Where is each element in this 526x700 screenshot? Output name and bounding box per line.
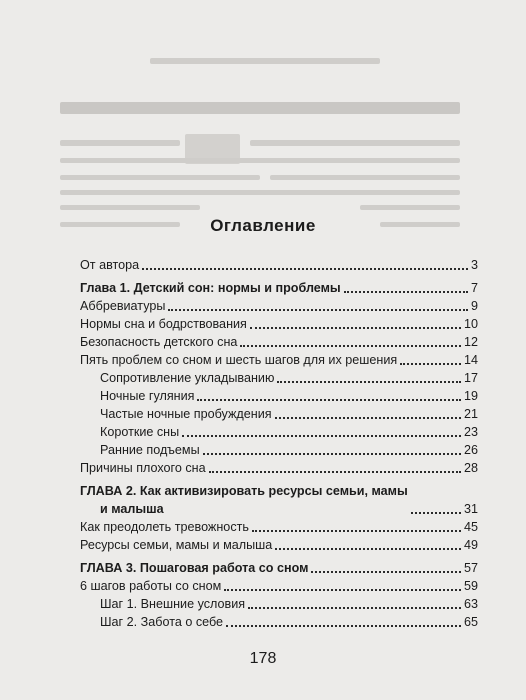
toc-page-number: 49 — [463, 538, 478, 552]
toc-entry-label-line: Пять проблем со сном и шесть шагов для их решения — [80, 353, 398, 367]
dot-leader — [248, 607, 461, 609]
dot-leader — [275, 417, 461, 419]
toc-page-number: 26 — [463, 443, 478, 457]
toc-entry-label — [80, 333, 237, 351]
toc-entry-label-line: Аббревиатуры — [80, 299, 166, 313]
toc-entry-label-line: Нормы сна и бодрствования — [80, 317, 247, 331]
toc-subsection-entry[interactable] — [80, 423, 478, 441]
toc-chapter-entry[interactable] — [80, 559, 478, 577]
dot-leader — [400, 363, 461, 365]
toc-page-number: 28 — [463, 461, 478, 475]
toc-entry-label-line: Причины плохого сна — [80, 461, 206, 475]
toc-entry-label-line: Ночные гуляния — [100, 389, 195, 403]
dot-leader — [226, 625, 461, 627]
toc-page-number: 19 — [463, 389, 478, 403]
toc-entry-label — [100, 613, 223, 631]
toc-page-number: 23 — [463, 425, 478, 439]
toc-entry-label-line: От автора — [80, 258, 140, 272]
dot-leader — [311, 571, 461, 573]
toc-entry-label — [100, 441, 200, 459]
toc-entry-label-line: Ресурсы семьи, мамы и малыша — [80, 538, 273, 552]
toc-entry-label — [80, 482, 408, 518]
dot-leader — [411, 512, 461, 514]
toc-entry-label — [80, 351, 397, 369]
toc-subsection-entry[interactable] — [80, 369, 478, 387]
toc-entry-label-line: Глава 1. Детский сон: нормы и проблемы — [80, 281, 341, 295]
toc-entry-label — [100, 595, 245, 613]
toc-page-number: 14 — [463, 353, 478, 367]
toc-page-number: 65 — [463, 615, 478, 629]
dot-leader — [250, 327, 461, 329]
toc-section-entry[interactable] — [80, 459, 478, 477]
toc-title: Оглавление — [210, 216, 316, 235]
toc-entry-label-line: Безопасность детского сна — [80, 335, 238, 349]
toc-subsection-entry[interactable] — [80, 405, 478, 423]
toc-entry-label-line: Шаг 1. Внешние условия — [100, 597, 246, 611]
toc-entry-label-line: Короткие сны — [100, 425, 180, 439]
toc-entry-label — [100, 423, 179, 441]
page-number: 178 — [249, 650, 277, 667]
toc-entry-label — [80, 518, 249, 536]
toc-entry-label — [80, 536, 272, 554]
toc-entry-label — [80, 279, 341, 297]
toc-entry-label-line: Сопротивление укладыванию — [100, 371, 275, 385]
dot-leader — [197, 399, 461, 401]
toc-page-number: 59 — [463, 579, 478, 593]
toc-subsection-entry[interactable] — [80, 613, 478, 631]
toc-page-number: 63 — [463, 597, 478, 611]
toc-page-number: 9 — [470, 299, 478, 313]
toc-section-entry[interactable] — [80, 518, 478, 536]
toc-page-number: 3 — [470, 258, 478, 272]
toc-entry-label — [100, 405, 272, 423]
toc-page-number: 21 — [463, 407, 478, 421]
toc-entry-label-line: Ранние подъемы — [100, 443, 200, 457]
toc-chapter-entry[interactable] — [80, 482, 478, 518]
toc-entry-label — [100, 387, 194, 405]
toc-subsection-entry[interactable] — [80, 387, 478, 405]
toc-entry-label-line: ГЛАВА 3. Пошаговая работа со сном — [80, 561, 309, 575]
dot-leader — [252, 530, 461, 532]
toc-page-number: 45 — [463, 520, 478, 534]
dot-leader — [275, 548, 461, 550]
toc-entry-label-line: ГЛАВА 2. Как активизировать ресурсы семьи, мамы — [80, 484, 408, 498]
dot-leader — [240, 345, 461, 347]
toc-entry-label — [80, 256, 139, 274]
toc-section-entry[interactable] — [80, 315, 478, 333]
toc-entry-label-line: Частые ночные пробуждения — [100, 407, 272, 421]
toc-section-entry[interactable] — [80, 256, 478, 274]
toc-section-entry[interactable] — [80, 536, 478, 554]
toc-entry-label — [80, 315, 247, 333]
dot-leader — [277, 381, 461, 383]
toc-entry-label — [80, 459, 206, 477]
toc-page-number: 7 — [470, 281, 478, 295]
toc-entry-label-continuation: и малыша — [100, 502, 164, 516]
table-of-contents — [80, 256, 478, 631]
toc-entry-label-line: 6 шагов работы со сном — [80, 579, 222, 593]
toc-page-number: 57 — [463, 561, 478, 575]
toc-entry-label — [80, 577, 221, 595]
dot-leader — [142, 268, 468, 270]
page-bleed-through — [0, 0, 526, 240]
toc-page-number: 12 — [463, 335, 478, 349]
toc-subsection-entry[interactable] — [80, 595, 478, 613]
toc-entry-label-line: Как преодолеть тревожность — [80, 520, 249, 534]
dot-leader — [182, 435, 461, 437]
dot-leader — [224, 589, 461, 591]
toc-subsection-entry[interactable] — [80, 441, 478, 459]
toc-entry-label — [80, 559, 308, 577]
toc-page-number: 10 — [463, 317, 478, 331]
toc-page-number: 31 — [463, 502, 478, 516]
toc-entry-label — [80, 297, 165, 315]
dot-leader — [344, 291, 468, 293]
toc-section-entry[interactable] — [80, 351, 478, 369]
toc-section-entry[interactable] — [80, 577, 478, 595]
dot-leader — [209, 471, 461, 473]
dot-leader — [168, 309, 468, 311]
toc-chapter-entry[interactable] — [80, 279, 478, 297]
toc-entry-label — [100, 369, 274, 387]
toc-page-number: 17 — [463, 371, 478, 385]
toc-section-entry[interactable] — [80, 333, 478, 351]
toc-section-entry[interactable] — [80, 297, 478, 315]
dot-leader — [203, 453, 461, 455]
toc-entry-label-line: Шаг 2. Забота о себе — [100, 615, 224, 629]
